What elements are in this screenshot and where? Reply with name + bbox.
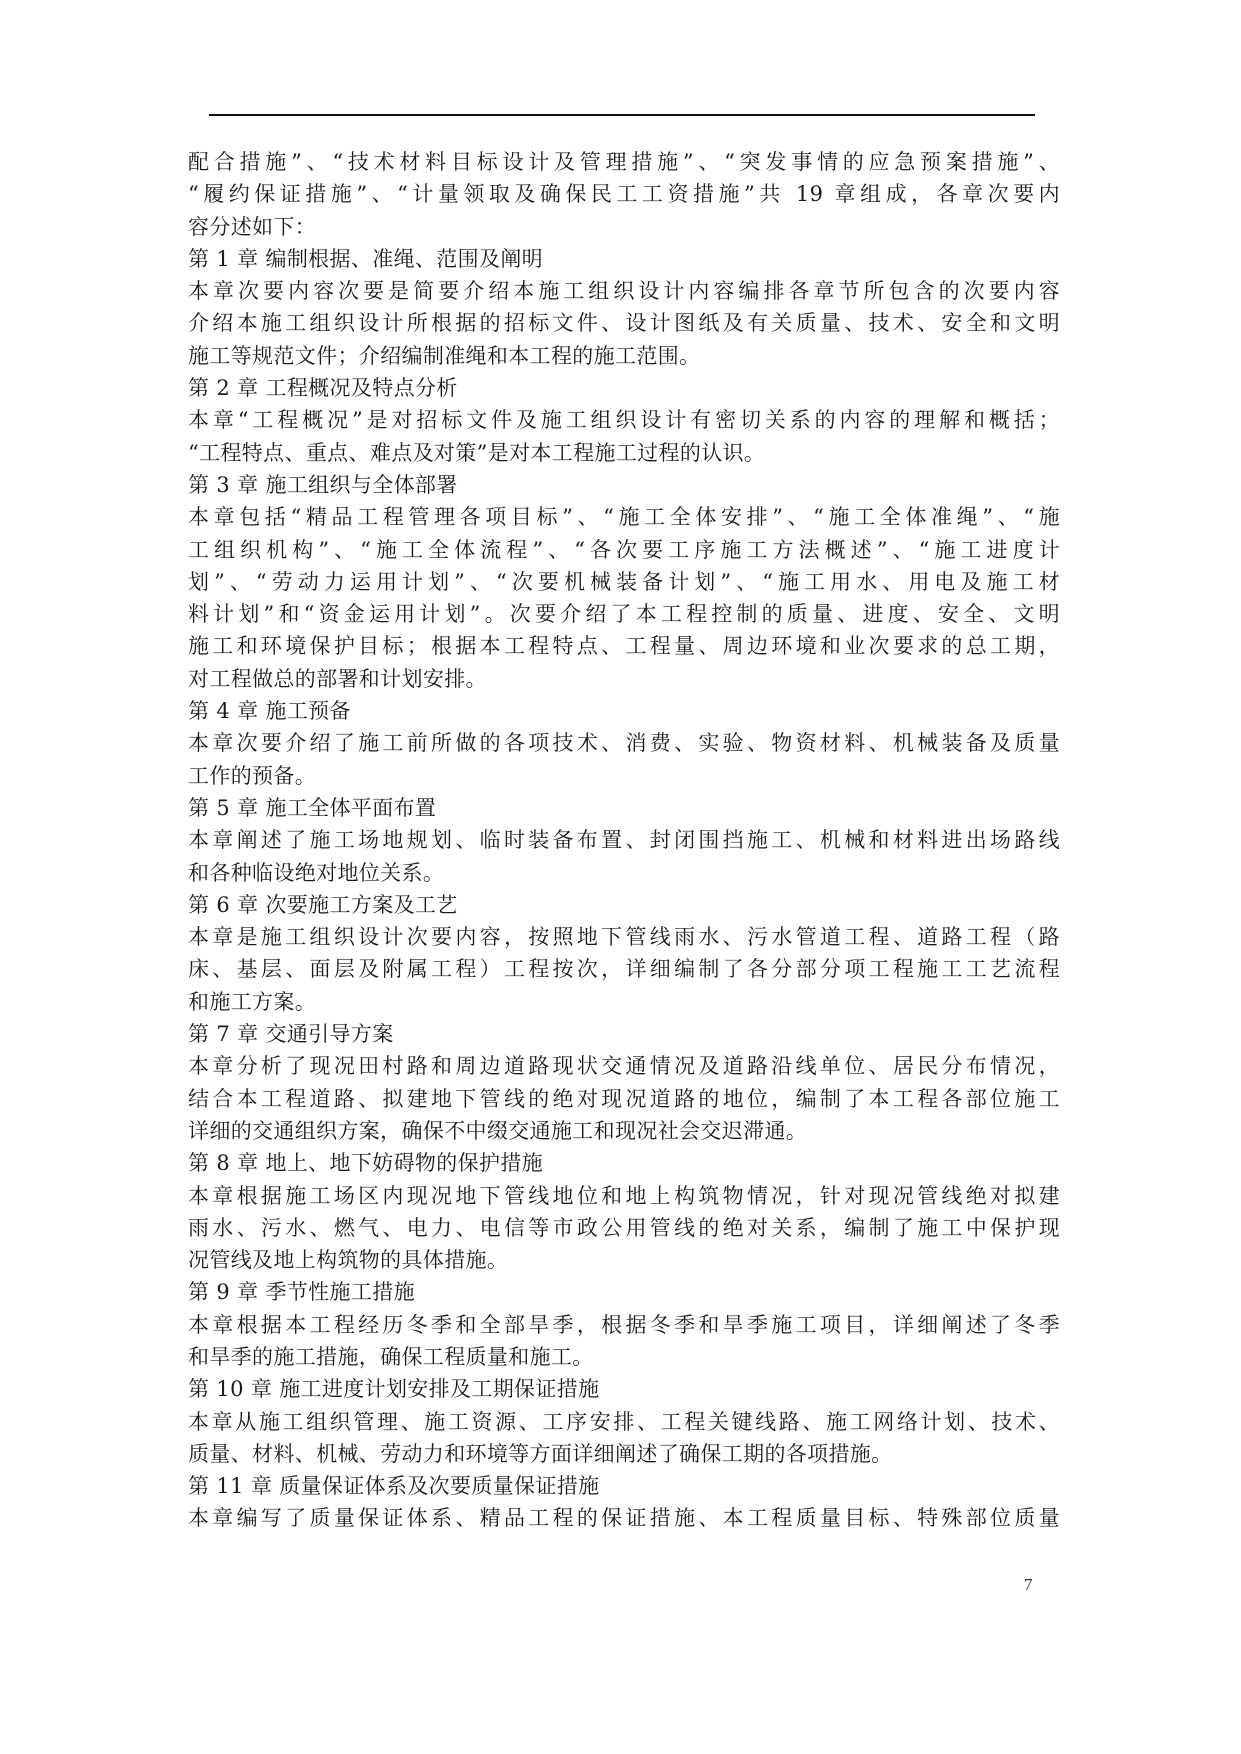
page-number: 7 (1024, 1575, 1033, 1594)
text-line: 第 7 章 交通引导方案 (188, 1022, 394, 1047)
text-line: 第 9 章 季节性施工措施 (188, 1280, 415, 1305)
text-line: 本章根据施工场区内现况地下管线地位和地上构筑物情况，针对现况管线绝对拟建 (188, 1183, 1060, 1208)
text-line: 和施工方案。 (188, 989, 317, 1014)
text-line: 本章阐述了施工场地规划、临时装备布置、封闭围挡施工、机械和材料进出场路线 (188, 828, 1060, 853)
text-line: 质量、材料、机械、劳动力和环境等方面详细阐述了确保工期的各项措施。 (188, 1441, 893, 1466)
text-line: 施工和环境保护目标；根据本工程特点、工程量、周边环境和业次要求的总工期， (188, 634, 1060, 659)
text-line: 第 5 章 施工全体平面布置 (188, 795, 437, 820)
text-line: 本章“工程概况”是对招标文件及施工组织设计有密切关系的内容的理解和概括； (188, 408, 1060, 433)
text-line: 详细的交通组织方案，确保不中缀交通施工和现况社会交迟滞通。 (188, 1118, 808, 1143)
text-line: 施工等规范文件；介绍编制准绳和本工程的施工范围。 (188, 343, 701, 368)
text-line: 本章次要介绍了施工前所做的各项技术、消费、实验、物资材料、机械装备及质量 (188, 731, 1060, 756)
text-line: “履约保证措施”、“计量领取及确保民工工资措施”共 19 章组成，各章次要内 (188, 182, 1060, 207)
text-line: 划”、“劳动力运用计划”、“次要机械装备计划”、“施工用水、用电及施工材 (188, 569, 1060, 594)
text-line: 介绍本施工组织设计所根据的招标文件、设计图纸及有关质量、技术、安全和文明 (188, 311, 1060, 336)
text-line: 和旱季的施工措施，确保工程质量和施工。 (188, 1344, 594, 1369)
text-line: 况管线及地上构筑物的具体措施。 (188, 1248, 509, 1273)
text-line: 雨水、污水、燃气、电力、电信等市政公用管线的绝对关系，编制了施工中保护现 (188, 1215, 1060, 1240)
text-line: 本章从施工组织管理、施工资源、工序安排、工程关键线路、施工网络计划、技术、 (188, 1409, 1060, 1434)
text-line: “工程特点、重点、难点及对策”是对本工程施工过程的认识。 (188, 440, 766, 465)
text-line: 第 10 章 施工进度计划安排及工期保证措施 (188, 1377, 600, 1402)
text-line: 工组织机构”、“施工全体流程”、“各次要工序施工方法概述”、“施工进度计 (188, 537, 1060, 562)
text-line: 料计划”和“资金运用计划”。次要介绍了本工程控制的质量、进度、安全、文明 (188, 602, 1060, 627)
text-line: 和各种临设绝对地位关系。 (188, 860, 445, 885)
text-line: 工作的预备。 (188, 763, 317, 788)
text-line: 本章根据本工程经历冬季和全部旱季，根据冬季和旱季施工项目，详细阐述了冬季 (188, 1312, 1060, 1337)
text-line: 本章包括“精品工程管理各项目标”、“施工全体安排”、“施工全体准绳”、“施 (188, 505, 1060, 530)
text-line: 第 6 章 次要施工方案及工艺 (188, 892, 458, 917)
text-line: 床、基层、面层及附属工程）工程按次，详细编制了各分部分项工程施工工艺流程 (188, 957, 1060, 982)
text-line: 本章分析了现况田村路和周边道路现状交通情况及道路沿线单位、居民分布情况， (188, 1054, 1060, 1079)
text-line: 本章次要内容次要是简要介绍本施工组织设计内容编排各章节所包含的次要内容 (188, 279, 1060, 304)
text-line: 容分述如下： (188, 214, 317, 239)
text-line: 第 3 章 施工组织与全体部署 (188, 472, 458, 497)
text-line: 结合本工程道路、拟建地下管线的绝对现况道路的地位，编制了本工程各部位施工 (188, 1086, 1060, 1111)
text-line: 本章是施工组织设计次要内容，按照地下管线雨水、污水管道工程、道路工程（路 (188, 925, 1060, 950)
text-line: 配合措施”、“技术材料目标设计及管理措施”、“突发事情的应急预案措施”、 (188, 150, 1060, 174)
text-line: 第 11 章 质量保证体系及次要质量保证措施 (188, 1474, 600, 1499)
text-line: 第 1 章 编制根据、准绳、范围及阐明 (188, 246, 544, 271)
header-rule (209, 114, 1035, 116)
text-line: 对工程做总的部署和计划安排。 (188, 666, 487, 691)
text-line: 本章编写了质量保证体系、精品工程的保证措施、本工程质量目标、特殊部位质量 (188, 1506, 1060, 1531)
text-line: 第 4 章 施工预备 (188, 699, 351, 724)
text-line: 第 8 章 地上、地下妨碍物的保护措施 (188, 1151, 544, 1176)
text-line: 第 2 章 工程概况及特点分析 (188, 376, 458, 401)
document-body (188, 146, 1060, 1535)
